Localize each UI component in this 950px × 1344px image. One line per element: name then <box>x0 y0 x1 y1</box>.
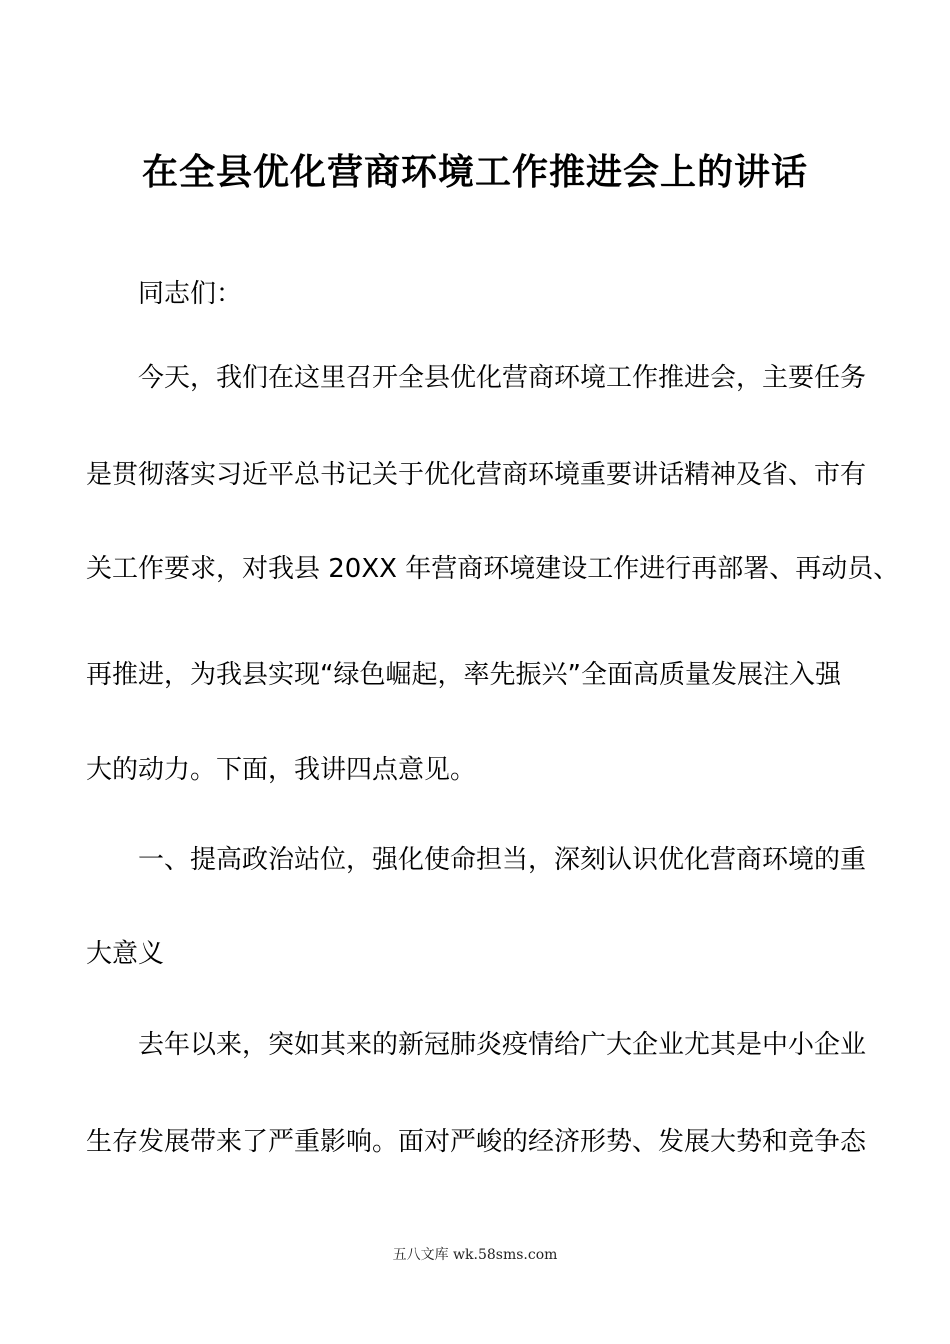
paragraph-line: 关工作要求，对我县 20XX 年营商环境建设工作进行再部署、再动员、 <box>86 554 900 584</box>
paragraph-line: 是贯彻落实习近平总书记关于优化营商环境重要讲话精神及省、市有 <box>86 460 867 490</box>
paragraph-line: 生存发展带来了严重影响。面对严峻的经济形势、发展大势和竞争态 <box>86 1127 867 1157</box>
section-heading-line: 一、提高政治站位，强化使命担当，深刻认识优化营商环境的重 <box>138 845 867 875</box>
paragraph-line: 大的动力。下面，我讲四点意见。 <box>86 755 477 785</box>
paragraph-line: 再推进，为我县实现“绿色崛起，率先振兴”全面高质量发展注入强 <box>86 660 841 690</box>
paragraph-line: 今天，我们在这里召开全县优化营商环境工作推进会，主要任务 <box>138 363 867 393</box>
document-title: 在全县优化营商环境工作推进会上的讲话 <box>141 152 808 193</box>
section-heading-line: 大意义 <box>86 939 165 969</box>
paragraph-line: 去年以来，突如其来的新冠肺炎疫情给广大企业尤其是中小企业 <box>138 1030 867 1060</box>
footer-watermark: 五八文库 wk.58sms.com <box>392 1247 558 1263</box>
salutation: 同志们： <box>138 279 243 309</box>
